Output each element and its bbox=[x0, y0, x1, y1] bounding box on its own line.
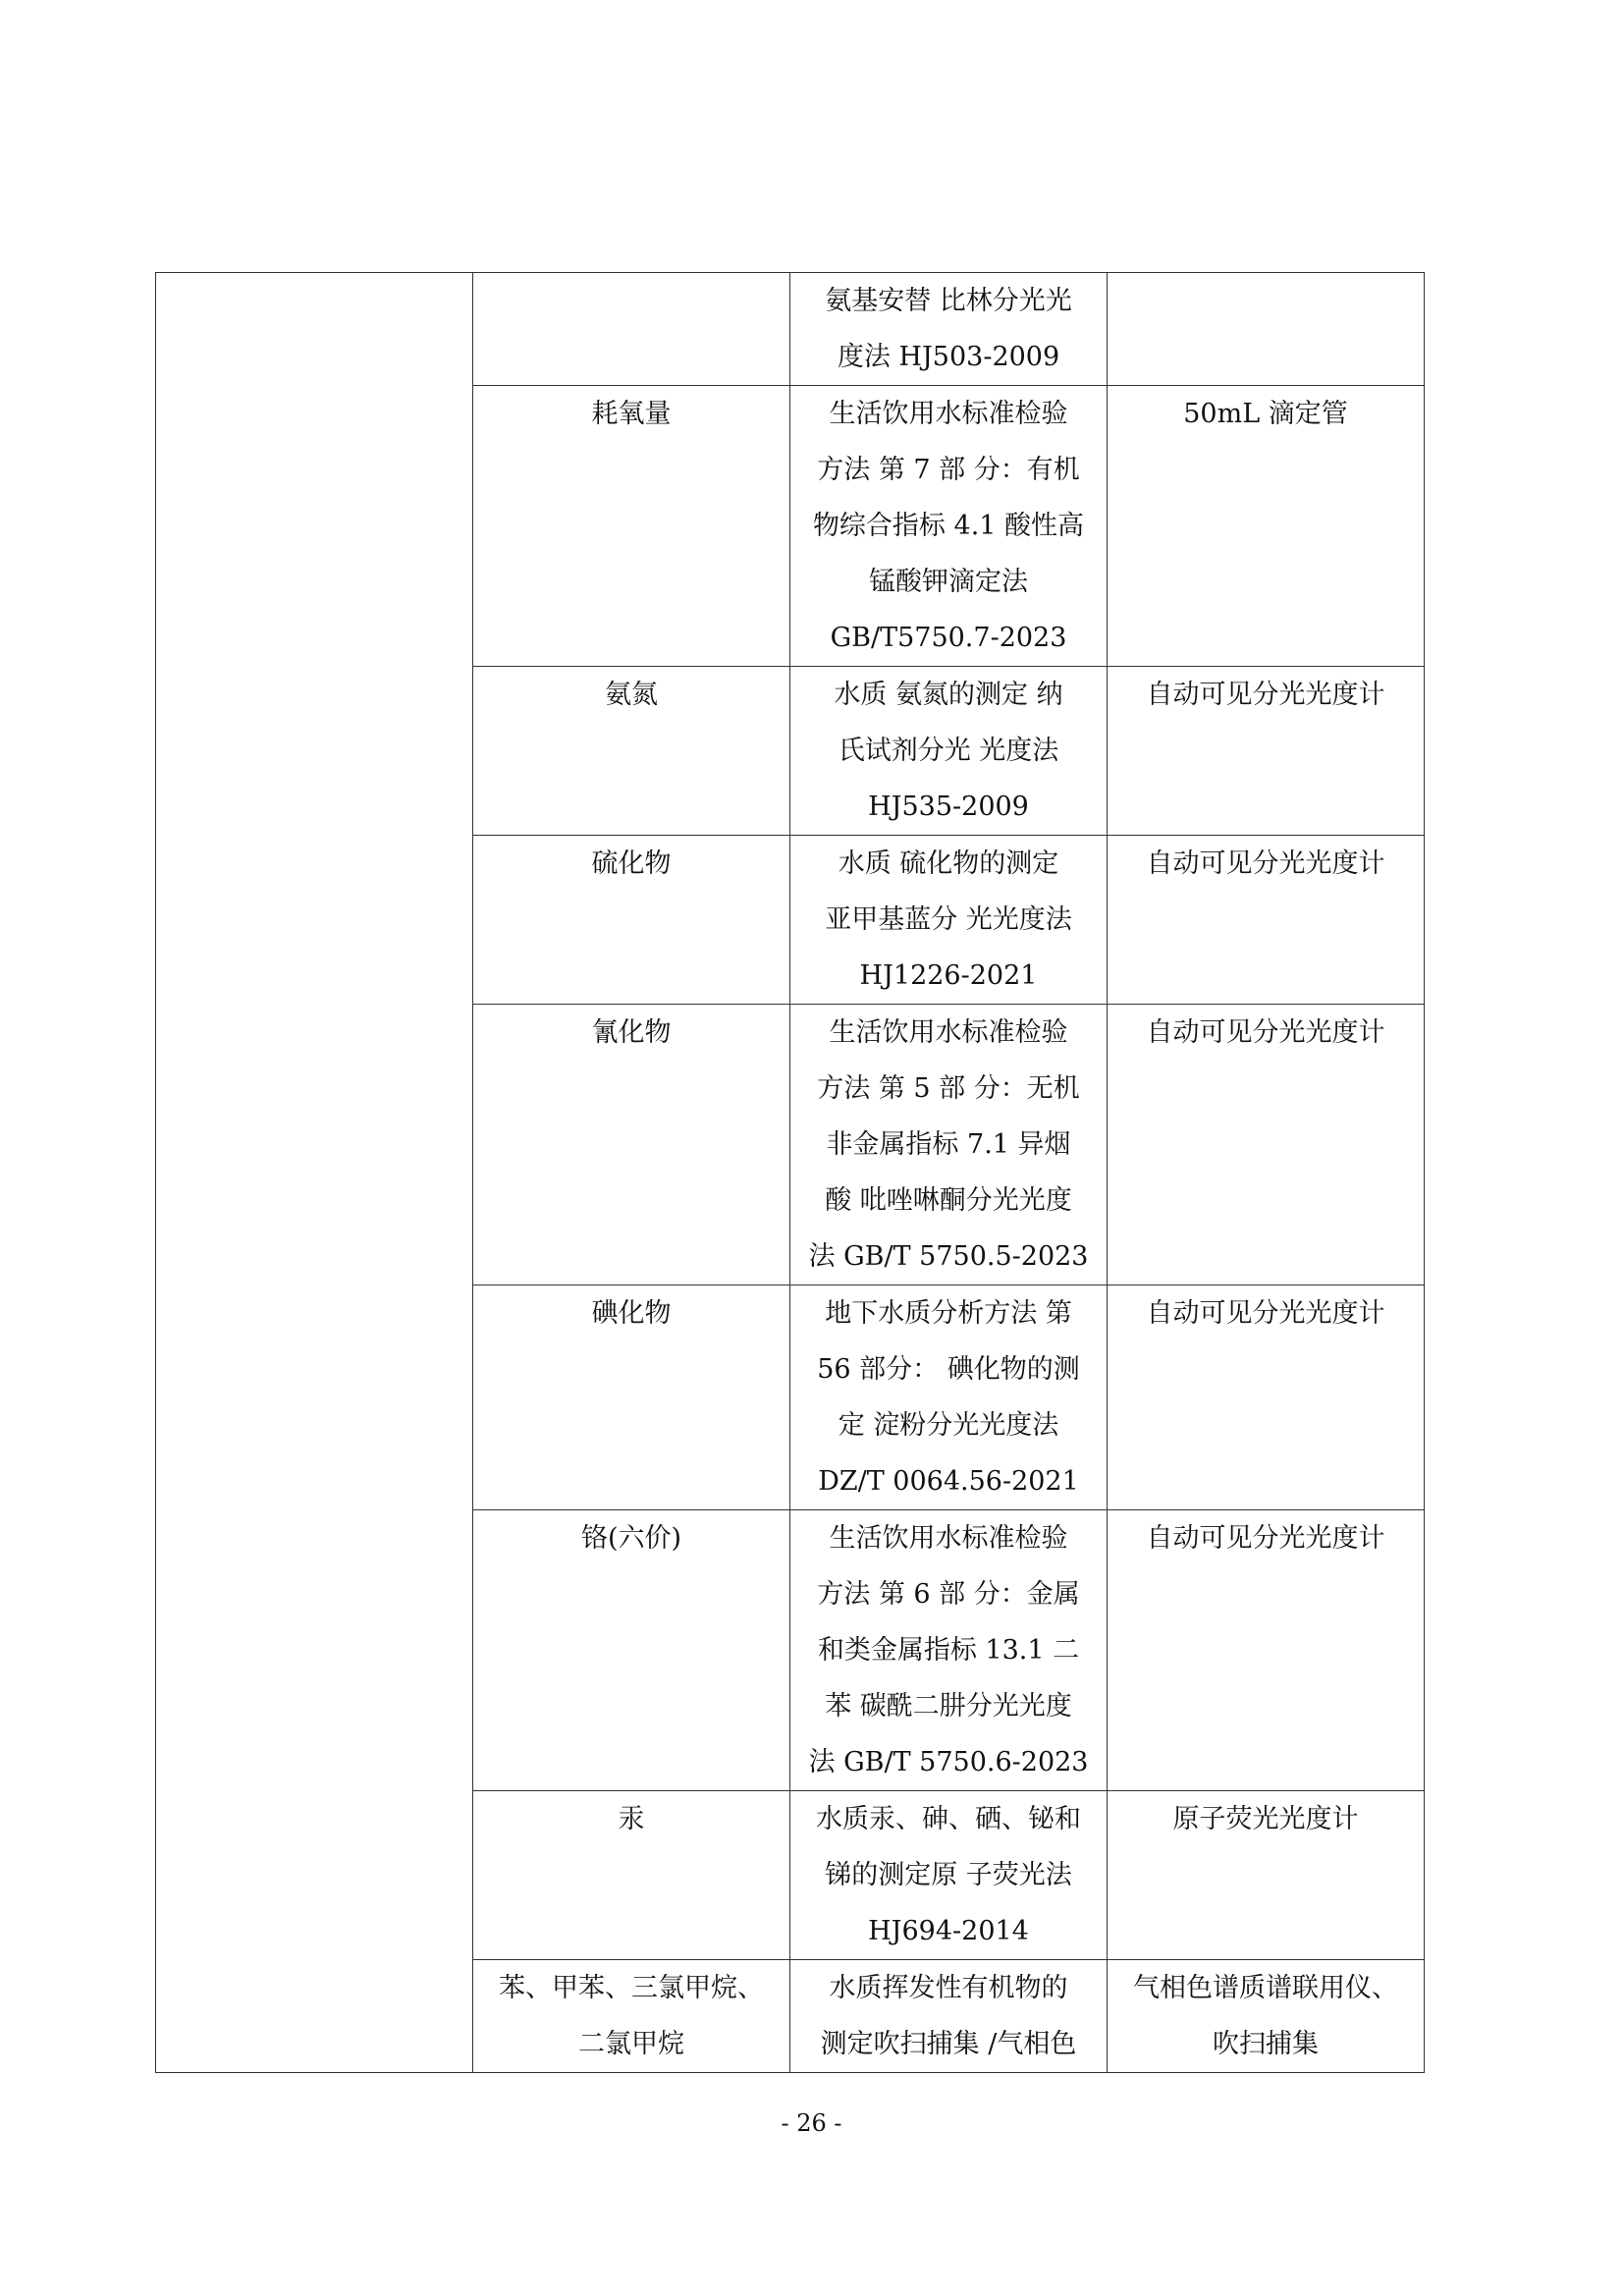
cell-line: GB/T5750.7-2023 bbox=[830, 623, 1067, 653]
cell-line: 生活饮用水标准检验 bbox=[829, 399, 1068, 429]
instrument-cell bbox=[1108, 1960, 1425, 2073]
instrument-cell bbox=[1108, 667, 1425, 836]
method-cell bbox=[790, 836, 1108, 1005]
cell-line: 酸 吡唑啉酮分光光度 bbox=[825, 1185, 1072, 1216]
cell-line: 自动可见分光光度计 bbox=[1146, 848, 1385, 879]
item-cell bbox=[473, 1005, 790, 1285]
cell-line: 自动可见分光光度计 bbox=[1146, 1017, 1385, 1048]
cell-line: HJ1226-2021 bbox=[859, 960, 1038, 991]
cell-line: 非金属指标 7.1 异烟 bbox=[826, 1129, 1071, 1160]
page-number: - 26 - bbox=[781, 2109, 842, 2137]
table-row bbox=[156, 273, 1425, 386]
cell-line: 碘化物 bbox=[591, 1298, 672, 1329]
cell-line: 锰酸钾滴定法 bbox=[869, 567, 1028, 597]
cell-line: 地下水质分析方法 第 bbox=[825, 1298, 1072, 1329]
cell-line: 度法 HJ503-2009 bbox=[837, 342, 1060, 372]
instrument-cell bbox=[1108, 1005, 1425, 1285]
cell-line: 水质汞、砷、硒、铋和 bbox=[816, 1804, 1081, 1834]
cell-line: DZ/T 0064.56-2021 bbox=[818, 1466, 1079, 1497]
cell-line: 自动可见分光光度计 bbox=[1146, 680, 1385, 710]
cell-line: 气相色谱质谱联用仪、 bbox=[1133, 1973, 1398, 2003]
cell-line: 硫化物 bbox=[591, 848, 672, 879]
cell-line: 水质 氨氮的测定 纳 bbox=[834, 680, 1063, 710]
cell-line: 方法 第 7 部 分：有机 bbox=[817, 455, 1080, 485]
cell-line: 水质 硫化物的测定 bbox=[838, 848, 1059, 879]
instrument-cell bbox=[1108, 1285, 1425, 1510]
cell-line: 亚甲基蓝分 光光度法 bbox=[825, 904, 1072, 935]
cell-line: 原子荧光光度计 bbox=[1172, 1804, 1359, 1834]
method-cell bbox=[790, 1960, 1108, 2073]
cell-line: 物综合指标 4.1 酸性高 bbox=[812, 511, 1085, 541]
method-cell bbox=[790, 273, 1108, 386]
item-cell bbox=[473, 1960, 790, 2073]
cell-line: 56 部分： 碘化物的测 bbox=[817, 1354, 1080, 1385]
item-cell bbox=[473, 667, 790, 836]
cell-line: 苯 碳酰二肼分光光度 bbox=[825, 1691, 1072, 1722]
cell-line: 法 GB/T 5750.6-2023 bbox=[808, 1747, 1089, 1777]
cell-line: 二氯甲烷 bbox=[578, 2029, 684, 2059]
item-cell bbox=[473, 273, 790, 386]
cell-line: 和类金属指标 13.1 二 bbox=[817, 1635, 1080, 1666]
cell-line: 方法 第 5 部 分：无机 bbox=[817, 1073, 1080, 1104]
method-cell bbox=[790, 667, 1108, 836]
cell-line: 自动可见分光光度计 bbox=[1146, 1523, 1385, 1554]
method-cell bbox=[790, 1791, 1108, 1960]
cell-line: 氏试剂分光 光度法 bbox=[838, 736, 1059, 766]
item-cell bbox=[473, 1285, 790, 1510]
cell-line: HJ694-2014 bbox=[868, 1916, 1029, 1946]
cell-line: HJ535-2009 bbox=[868, 792, 1029, 822]
cell-line: 定 淀粉分光光度法 bbox=[838, 1410, 1059, 1441]
item-cell bbox=[473, 1791, 790, 1960]
instrument-cell bbox=[1108, 1510, 1425, 1791]
cell-line: 50mL 滴定管 bbox=[1183, 399, 1348, 429]
cell-line: 氨氮 bbox=[605, 680, 658, 710]
method-cell bbox=[790, 386, 1108, 667]
cell-line: 氰化物 bbox=[591, 1017, 672, 1048]
method-cell bbox=[790, 1005, 1108, 1285]
cell-line: 吹扫捕集 bbox=[1213, 2029, 1319, 2059]
item-cell bbox=[473, 1510, 790, 1791]
item-cell bbox=[473, 386, 790, 667]
cell-line: 锑的测定原 子荧光法 bbox=[825, 1860, 1072, 1890]
instrument-cell bbox=[1108, 1791, 1425, 1960]
cell-line: 苯、甲苯、三氯甲烷、 bbox=[499, 1973, 764, 2003]
method-table bbox=[155, 272, 1425, 2073]
cell-line: 生活饮用水标准检验 bbox=[829, 1523, 1068, 1554]
cell-line: 法 GB/T 5750.5-2023 bbox=[808, 1241, 1089, 1272]
cell-line: 铬(六价) bbox=[580, 1523, 682, 1554]
cell-line: 生活饮用水标准检验 bbox=[829, 1017, 1068, 1048]
category-cell bbox=[156, 273, 473, 2073]
cell-line: 水质挥发性有机物的 bbox=[829, 1973, 1068, 2003]
cell-line: 测定吹扫捕集 /气相色 bbox=[820, 2029, 1077, 2059]
cell-line: 自动可见分光光度计 bbox=[1146, 1298, 1385, 1329]
instrument-cell bbox=[1108, 836, 1425, 1005]
item-cell bbox=[473, 836, 790, 1005]
cell-line: 方法 第 6 部 分：金属 bbox=[817, 1579, 1080, 1610]
instrument-cell bbox=[1108, 273, 1425, 386]
cell-line: 汞 bbox=[618, 1804, 645, 1834]
method-cell bbox=[790, 1285, 1108, 1510]
cell-line: 氨基安替 比林分光光 bbox=[825, 286, 1072, 316]
instrument-cell bbox=[1108, 386, 1425, 667]
cell-line: 耗氧量 bbox=[591, 399, 672, 429]
method-cell bbox=[790, 1510, 1108, 1791]
